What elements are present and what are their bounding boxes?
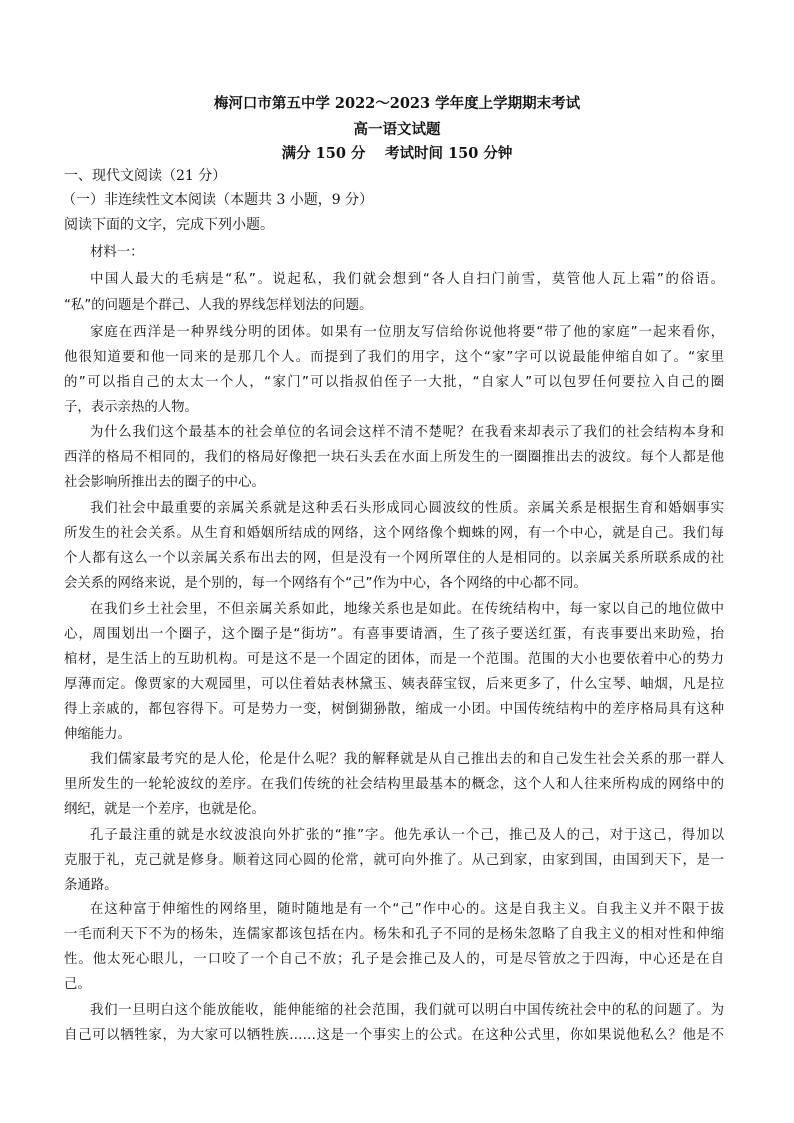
material-line: 得上亲戚的，都包容得下。可是势力一变，树倒猢狲散，缩成一小团。中国传统结构中的差序格局具有这种 <box>64 702 724 717</box>
material-line: 孔子最注重的就是水纹波浪向外扩张的“推”字。他先承认一个己，推己及人的己，对于这己，得加以 <box>90 828 724 843</box>
material-line: 纲纪，就是一个差序，也就是伦。 <box>64 802 265 817</box>
reading-instruction: 阅读下面的文字，完成下列小题。 <box>64 217 274 233</box>
material-line: 中国人最大的毛病是“私”。说起私，我们就会想到“各人自扫门前雪，莫管他人瓦上霜”的俗语。 <box>90 272 724 287</box>
material-line: 会关系的网络来说，是个别的，每一个网络有个“己”作为中心，各个网络的中心都不同。 <box>64 576 587 591</box>
material-line: 的”可以指自己的太太一个人，“家门”可以指叔伯侄子一大批，“自家人”可以包罗任何要拉入自己的圈 <box>64 375 724 390</box>
exam-subtitle: 高一语文试题 <box>353 121 441 138</box>
material-line: 我们社会中最重要的亲属关系就是这种丢石头形成同心圆波纹的性质。亲属关系是根据生育和婚姻事实 <box>90 501 724 516</box>
material-line: 棺材，是生活上的互助机构。可是这不是一个固定的团体，而是一个范围。范围的大小也要依着中心的势力 <box>64 652 724 667</box>
material-line: 厚薄而定。像贾家的大观园里，可以住着姑表林黛玉、姨表薛宝钗，后来更多了，什么宝琴、岫烟，凡是拉 <box>64 677 724 692</box>
material-line: 子，表示亲热的人物。 <box>64 400 198 415</box>
material-line: 在我们乡土社会里，不但亲属关系如此，地缘关系也是如此。在传统结构中，每一家以自己的地位做中 <box>90 602 724 617</box>
material-line: “私”的问题是个群己、人我的界线怎样划法的问题。 <box>64 298 373 313</box>
material-label: 材料一： <box>90 245 144 260</box>
material-line: 克服于礼，克己就是修身。顺着这同心圆的伦常，就可向外推了。从己到家，由家到国，由国到天下，是一 <box>64 853 724 868</box>
subsection-heading: （一）非连续性文本阅读（本题共 3 小题，9 分） <box>62 192 374 208</box>
material-line: 一毛而利天下不为的杨朱，连儒家都该包括在内。杨朱和孔子不同的是杨朱忽略了自我主义的相对性和伸缩 <box>64 927 724 942</box>
material-line: 个人都有这么一个以亲属关系布出去的网，但是没有一个网所罩住的人是相同的。以亲属关系所联系成的社 <box>64 551 724 566</box>
material-line: 家庭在西洋是一种界线分明的团体。如果有一位朋友写信给你说他将要“带了他的家庭”一起来看你， <box>90 325 724 340</box>
material-line: 己。 <box>64 977 91 992</box>
material-line: 条通路。 <box>64 878 118 893</box>
material-line: 社会影响所推出去的圈子的中心。 <box>64 475 265 490</box>
material-line: 西洋的格局不相同的，我们的格局好像把一块石头丢在水面上所发生的一圈圈推出去的波纹。每个人都是他 <box>64 450 724 465</box>
material-line: 伸缩能力。 <box>64 727 131 742</box>
material-line: 在这种富于伸缩性的网络里，随时随地是有一个“己”作中心的。这是自我主义。自我主义并不限于拔 <box>90 902 724 917</box>
material-line: 自己可以牺牲家，为大家可以牺牲族……这是一个事实上的公式。在这种公式里，你如果说他私么？他是不 <box>64 1028 724 1043</box>
exam-score-time: 满分 150 分 考试时间 150 分钟 <box>281 145 513 162</box>
material-line: 我们儒家最考究的是人伦，伦是什么呢？我的解释就是从自己推出去的和自己发生社会关系的那一群人 <box>90 752 724 767</box>
material-line: 里所发生的一轮轮波纹的差序。在我们传统的社会结构里最基本的概念，这个人和人往来所构成的网络中的 <box>64 777 724 792</box>
material-line: 为什么我们这个最基本的社会单位的名词会这样不清不楚呢？在我看来却表示了我们的社会结构本身和 <box>90 425 724 440</box>
material-line: 性。他太死心眼儿，一口咬了一个自己不放；孔子是会推己及人的，可是尽管放之于四海，中心还是在自 <box>64 952 724 967</box>
exam-title: 梅河口市第五中学 2022～2023 学年度上学期期末考试 <box>213 95 581 112</box>
section-heading: 一、现代文阅读（21 分） <box>64 168 227 184</box>
material-line: 他很知道要和他一同来的是那几个人。而提到了我们的用字，这个“家”字可以说最能伸缩自如了。“家里 <box>64 350 724 365</box>
material-line: 所发生的社会关系。从生育和婚姻所结成的网络，这个网络像个蜘蛛的网，有一个中心，就是自己。我们每 <box>64 526 724 541</box>
material-line: 我们一旦明白这个能放能收，能伸能缩的社会范围，我们就可以明白中国传统社会中的私的问题了。为 <box>90 1003 724 1018</box>
material-line: 心，周围划出一个圈子，这个圈子是“街坊”。有喜事要请酒，生了孩子要送红蛋，有丧事要出来助殓，抬 <box>64 627 724 642</box>
